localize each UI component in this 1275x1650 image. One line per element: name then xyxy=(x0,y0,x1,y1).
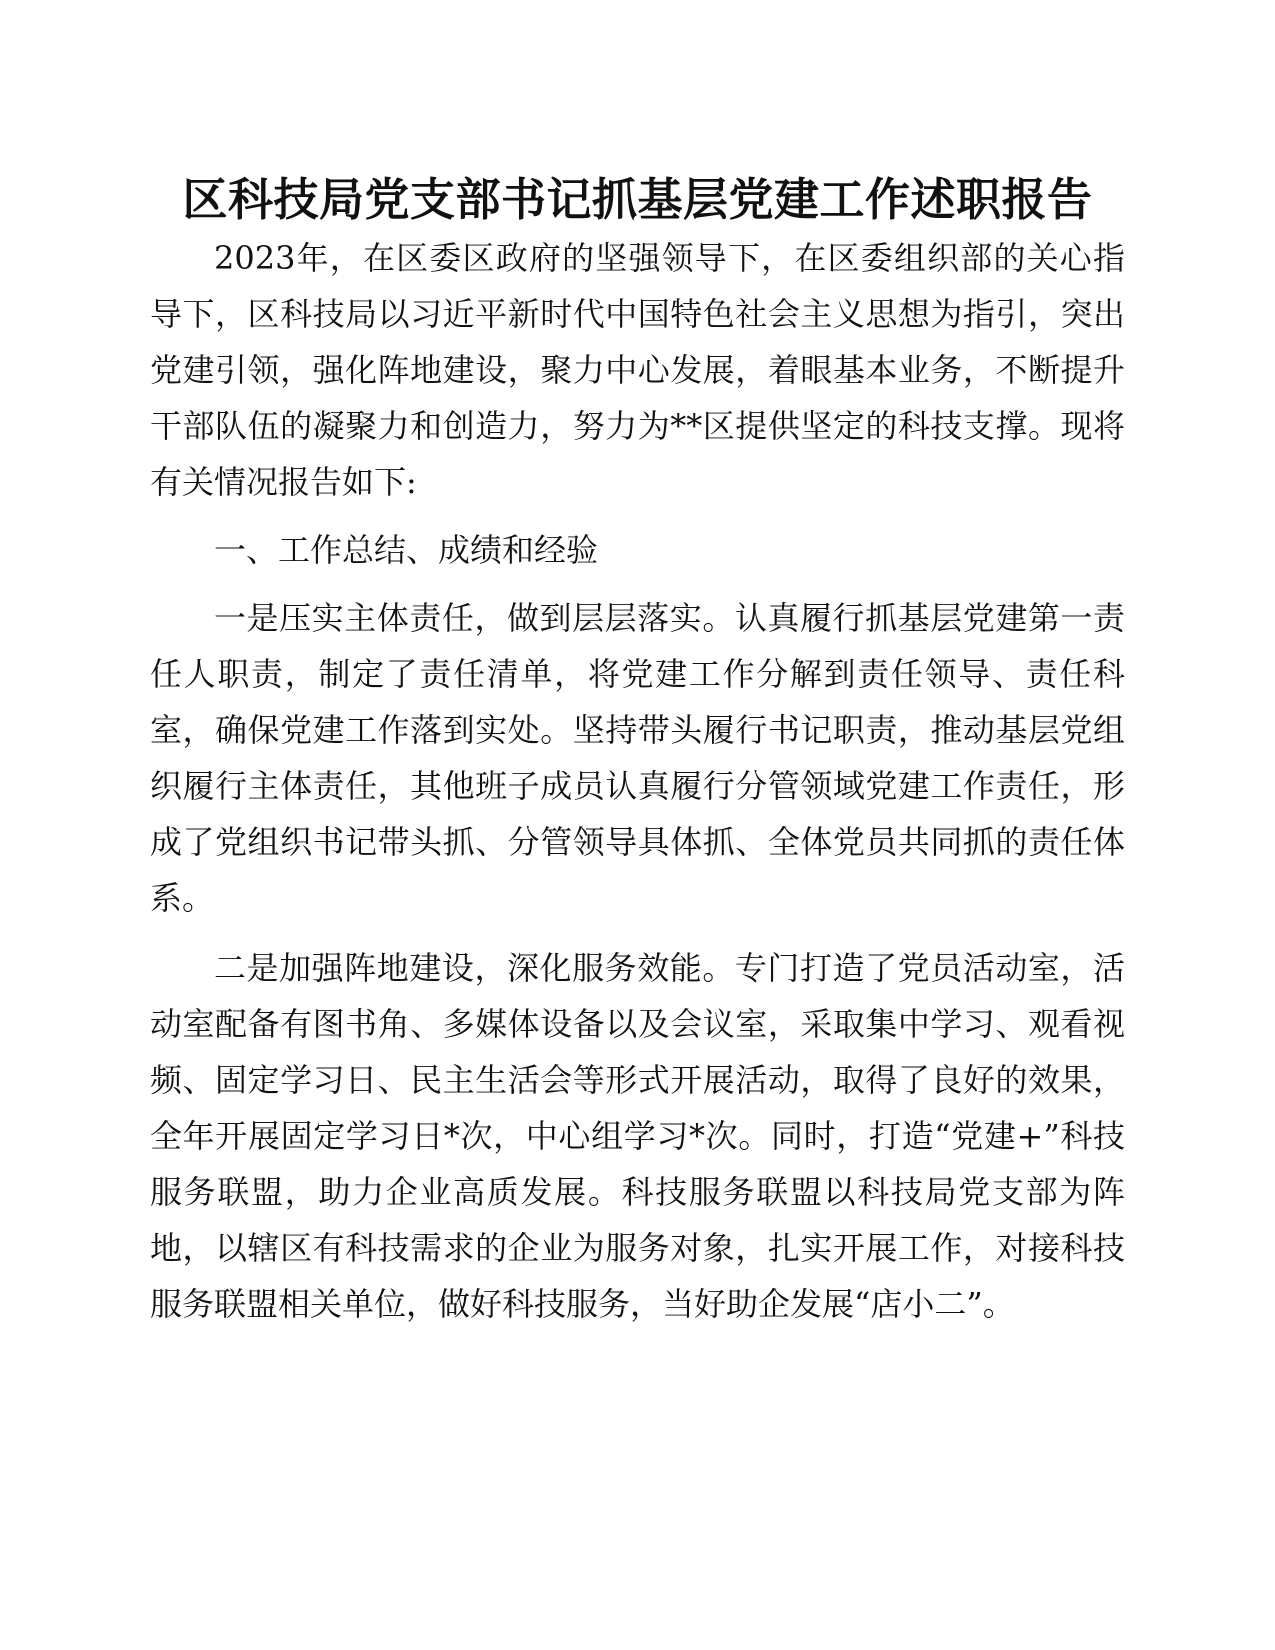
section-heading: 一、工作总结、成绩和经验 xyxy=(214,531,599,569)
document-title: 区科技局党支部书记抓基层党建工作述职报告 xyxy=(182,173,1093,226)
document-body xyxy=(150,230,1125,1332)
paragraph-position-building: 二是加强阵地建设，深化服务效能。专门打造了党员活动室，活动室配备有图书角、多媒体设备以及会议室，采取集中学习、观看视频、固定学习日、民主生活会等形式开展活动，取得了良好的效果，全年开展固定学习日*次，中心组学习*次。同时，打造“党建+”科技服务联盟，助力企业高质发展。科技服务联盟以科技局党支部为阵地，以辖区有科技需求的企业为服务对象，扎实开展工作，对接科技服务联盟相关单位，做好科技服务，当好助企发展“店小二”。 xyxy=(150,949,1125,1323)
intro-paragraph: 2023年，在区委区政府的坚强领导下，在区委组织部的关心指导下，区科技局以习近平新时代中国特色社会主义思想为指引，突出党建引领，强化阵地建设，聚力中心发展，着眼基本业务，不断提升干部队伍的凝聚力和创造力，努力为**区提供坚定的科技支撑。现将有关情况报告如下: xyxy=(150,239,1125,501)
paragraph-responsibility: 一是压实主体责任，做到层层落实。认真履行抓基层党建第一责任人职责，制定了责任清单，将党建工作分解到责任领导、责任科室，确保党建工作落到实处。坚持带头履行书记职责，推动基层党组织履行主体责任，其他班子成员认真履行分管领域党建工作责任，形成了党组织书记带头抓、分管领导具体抓、全体党员共同抓的责任体系。 xyxy=(150,599,1125,917)
